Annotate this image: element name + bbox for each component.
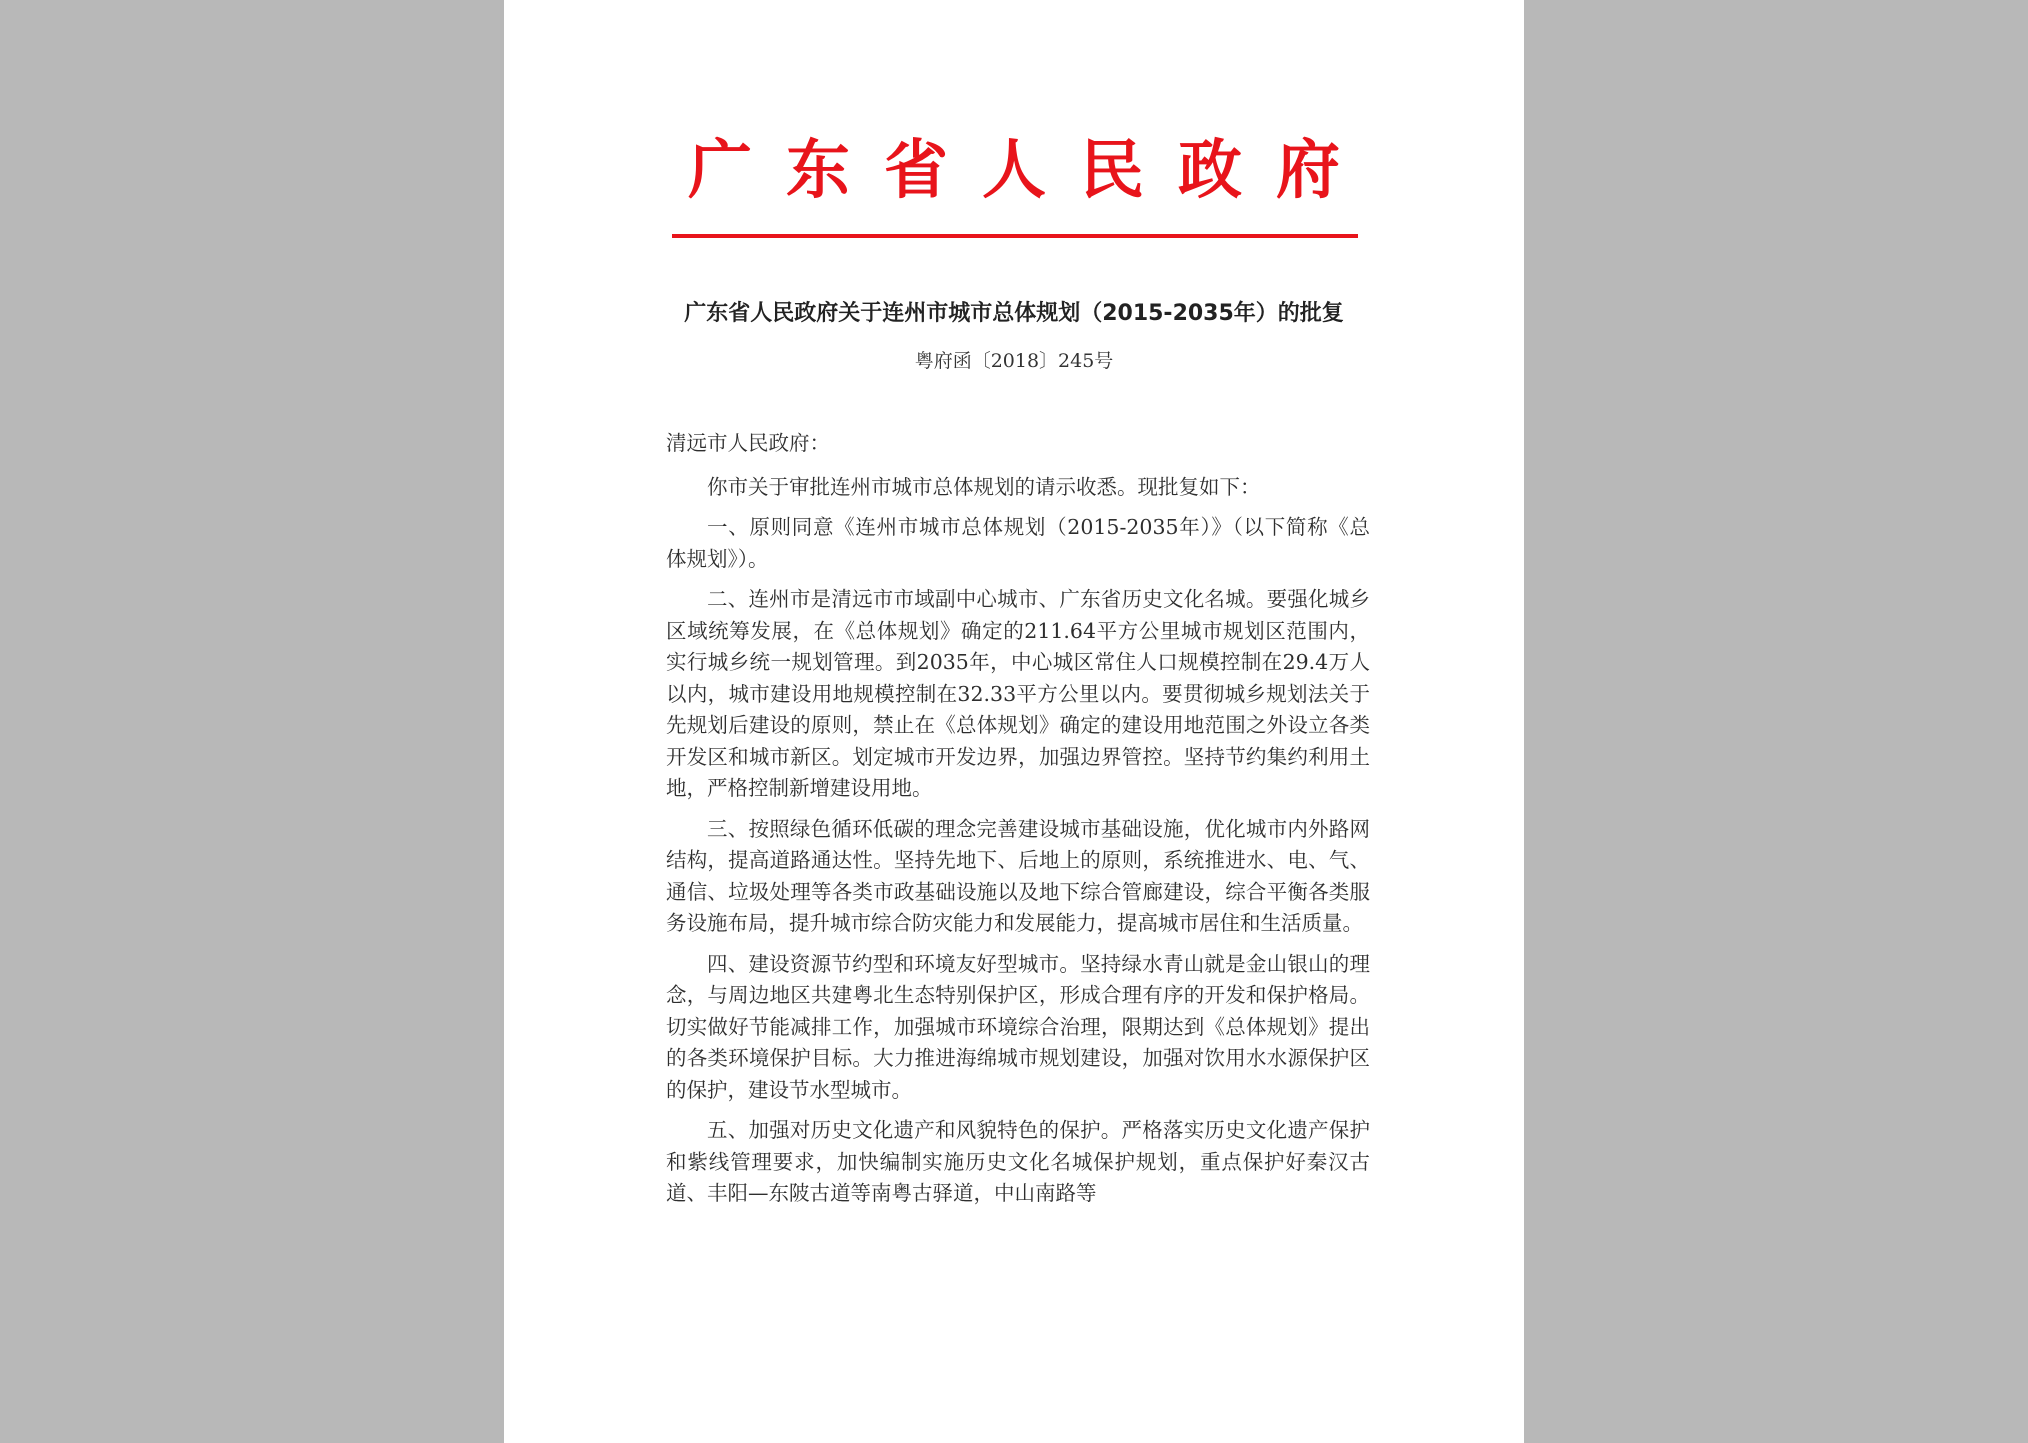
letterhead-red-rule xyxy=(672,234,1358,238)
paragraph-3: 三、按照绿色循环低碳的理念完善建设城市基础设施，优化城市内外路网结构，提高道路通达性。坚持先地下、后地上的原则，系统推进水、电、气、通信、垃圾处理等各类市政基础设施以及地下综合管廊建设，综合平衡各类服务设施布局，提升城市综合防灾能力和发展能力，提高城市居住和生活质量。 xyxy=(666,816,1370,935)
letterhead: 广东省人民政府 xyxy=(688,133,1374,208)
document-title: 广东省人民政府关于连州市城市总体规划（2015-2035年）的批复 xyxy=(684,301,1344,326)
document-body xyxy=(666,428,1370,1219)
document-page xyxy=(504,0,1524,1443)
paragraph-4: 四、建设资源节约型和环境友好型城市。坚持绿水青山就是金山银山的理念，与周边地区共建粤北生态特别保护区，形成合理有序的开发和保护格局。切实做好节能减排工作，加强城市环境综合治理，限期达到《总体规划》提出的各类环境保护目标。大力推进海绵城市规划建设，加强对饮用水水源保护区的保护，建设节水型城市。 xyxy=(666,951,1370,1102)
paragraph-2: 二、连州市是清远市市域副中心城市、广东省历史文化名城。要强化城乡区域统筹发展，在《总体规划》确定的211.64平方公里城市规划区范围内，实行城乡统一规划管理。到2035年，中心城区常住人口规模控制在29.4万人以内，城市建设用地规模控制在32.33平方公里以内。要贯彻城乡规划法关于先规划后建设的原则，禁止在《总体规划》确定的建设用地范围之外设立各类开发区和城市新区。划定城市开发边界，加强边界管控。坚持节约集约利用土地，严格控制新增建设用地。 xyxy=(666,587,1370,800)
document-number: 粤府函〔2018〕245号 xyxy=(914,350,1114,372)
salutation: 清远市人民政府： xyxy=(666,431,830,455)
paragraph-intro: 你市关于审批连州市城市总体规划的请示收悉。现批复如下： xyxy=(707,474,1261,499)
paragraph-5: 五、加强对历史文化遗产和风貌特色的保护。严格落实历史文化遗产保护和紫线管理要求，加快编制实施历史文化名城保护规划，重点保护好秦汉古道、丰阳—东陂古道等南粤古驿道，中山南路等 xyxy=(666,1118,1370,1205)
paragraph-1: 一、原则同意《连州市城市总体规划（2015-2035年）》（以下简称《总体规划》）。 xyxy=(666,515,1370,571)
